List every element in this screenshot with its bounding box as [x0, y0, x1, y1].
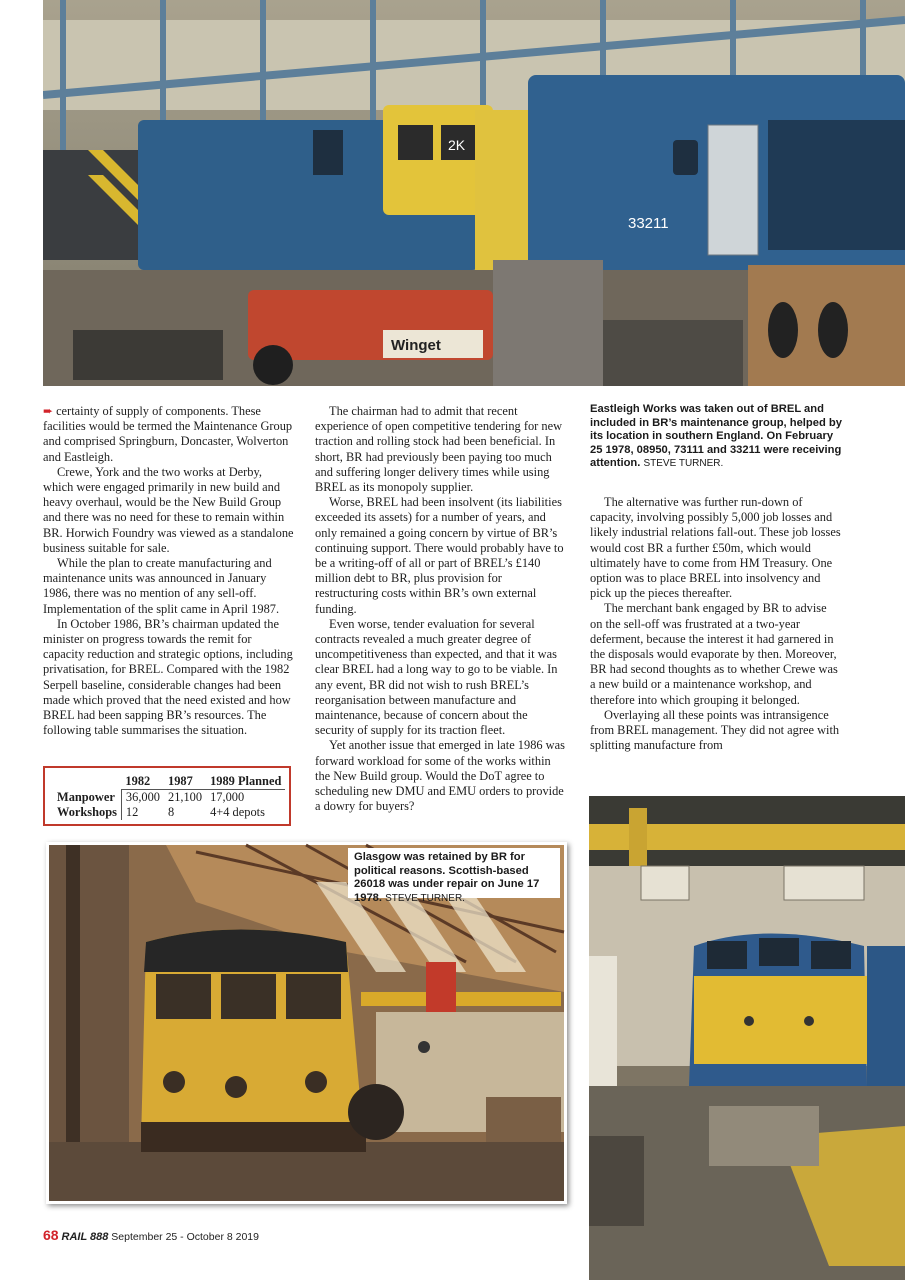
table-cell: 17,000 [210, 790, 245, 804]
table-header-cell: 1987 [164, 774, 206, 790]
paragraph: Overlaying all these points was intransigence from BREL management. They did not agree with splitting manufacture from [590, 707, 840, 753]
table-cell: 12 [125, 805, 139, 819]
right-photo-works [589, 796, 905, 1280]
table-header-cell [53, 774, 121, 790]
table-row-header: Workshops [53, 805, 121, 820]
top-photo-eastleigh [43, 0, 905, 386]
photo-credit: STEVE TURNER. [643, 458, 724, 470]
table-cell: 36,000 [125, 790, 160, 804]
workforce-table-box [43, 766, 291, 826]
winget-label: Winget [391, 337, 441, 354]
paragraph: The chairman had to admit that recent experience of open competitive tendering for new traction and rolling stock had been beneficial. In short, BR had previously been paying too much and suffering longer delivery times while using BREL as its monopoly supplier. [315, 404, 563, 495]
article-column-2 [315, 404, 567, 814]
table-row-header: Manpower [53, 790, 121, 806]
workforce-table [53, 774, 285, 820]
table-header-cell: 1982 [121, 774, 164, 790]
table-header-cell: 1989 Planned [206, 774, 285, 790]
caption-text: Glasgow was retained by BR for political reasons. Scottish-based 26018 was under repair on June 17 1978. [354, 851, 540, 904]
caption-text: Eastleigh Works was taken out of BREL and included in BR’s maintenance group, helped by its location in southern England. On February 25 1978, 08950, 73111 and 33211 were receiving attention. [590, 403, 842, 470]
paragraph: Yet another issue that emerged in late 1986 was forward workload for some of the works within the New Build group. Would the DoT agree to scheduling new DMU and EMU orders to provide a dowry for buyers? [315, 738, 565, 814]
glasgow-caption [354, 851, 559, 905]
continued-arrow-icon: ➨ [43, 404, 54, 418]
table-header-row [53, 774, 285, 790]
table-row [53, 805, 285, 820]
head-code-label: 2K [448, 137, 466, 153]
loco-number-33211: 33211 [628, 215, 669, 232]
article-column-3 [590, 495, 842, 753]
table-cell: 8 [168, 805, 175, 819]
paragraph: Crewe, York and the two works at Derby, which were engaged primarily in new build and heavy overhaul, would be the New Build Group and there was no need for these to remain within BR. Horwich Foundry was viewed as a standalone business suitable for sale. [43, 464, 294, 555]
paragraph: While the plan to create manufacturing and maintenance units was announced in January 1986, there was no mention of any sell-off. Implementation of the split came in April 1987. [43, 556, 280, 616]
paragraph: Worse, BREL had been insolvent (its liabilities exceeded its assets) for a number of years, and only remained a going concern by virtue of BR’s continuing support. There would probably have to be a writing-off of all or part of BREL’s £140 million debt to BR, plus provision for restructuring costs within BR’s own external funding. [315, 495, 564, 616]
article-column-1 [43, 404, 295, 738]
table-cell: 21,100 [168, 790, 203, 804]
magazine-issue: RAIL 888 [61, 1231, 109, 1243]
page-footer [43, 1227, 259, 1243]
paragraph: In October 1986, BR’s chairman updated the minister on progress towards the remit for capacity reduction and strategic options, including privatisation, for BREL. Compared with the 1982 Serpell baseline, considerable changes had been made which proved that the need existed and how BREL had been sapping BR’s resources. The following table summarises the situation. [43, 616, 293, 738]
paragraph: The merchant bank engaged by BR to advise on the sell-off was frustrated at a two-year deferment, because the interest it had garnered in the disposals would evaporate by then. Moreover, BR had second thoughts as to whether Crewe was a new build or a maintenance workshop, and therefore into which grouping it belonged. [590, 601, 838, 707]
issue-date: September 25 - October 8 2019 [111, 1231, 259, 1243]
page-number: 68 [43, 1227, 59, 1243]
paragraph: The alternative was further run-down of capacity, involving possibly 5,000 job losses and likely industrial relations fall-out. These job losses would cost BR a further £50m, which would ultimately have to come from HM Treasury. One option was to place BREL into insolvency and pick up the pieces thereafter. [590, 495, 841, 601]
table-row [53, 790, 285, 806]
paragraph: Even worse, tender evaluation for several contracts revealed a much greater degree of uncompetitiveness than expected, and that it was clear BREL had a long way to go to be viable. In any event, BR did not wish to rush BREL’s reorganisation between manufacture and maintenance, because of concern about the security of supply for its traction fleet. [315, 616, 558, 738]
table-cell: 4+4 depots [210, 805, 265, 819]
eastleigh-caption [590, 403, 842, 471]
paragraph: ➨ certainty of supply of components. These facilities would be termed the Maintenance Group and comprised Springburn, Doncaster, Wolverton and Eastleigh. [43, 404, 293, 464]
photo-credit: STEVE TURNER. [385, 892, 465, 904]
